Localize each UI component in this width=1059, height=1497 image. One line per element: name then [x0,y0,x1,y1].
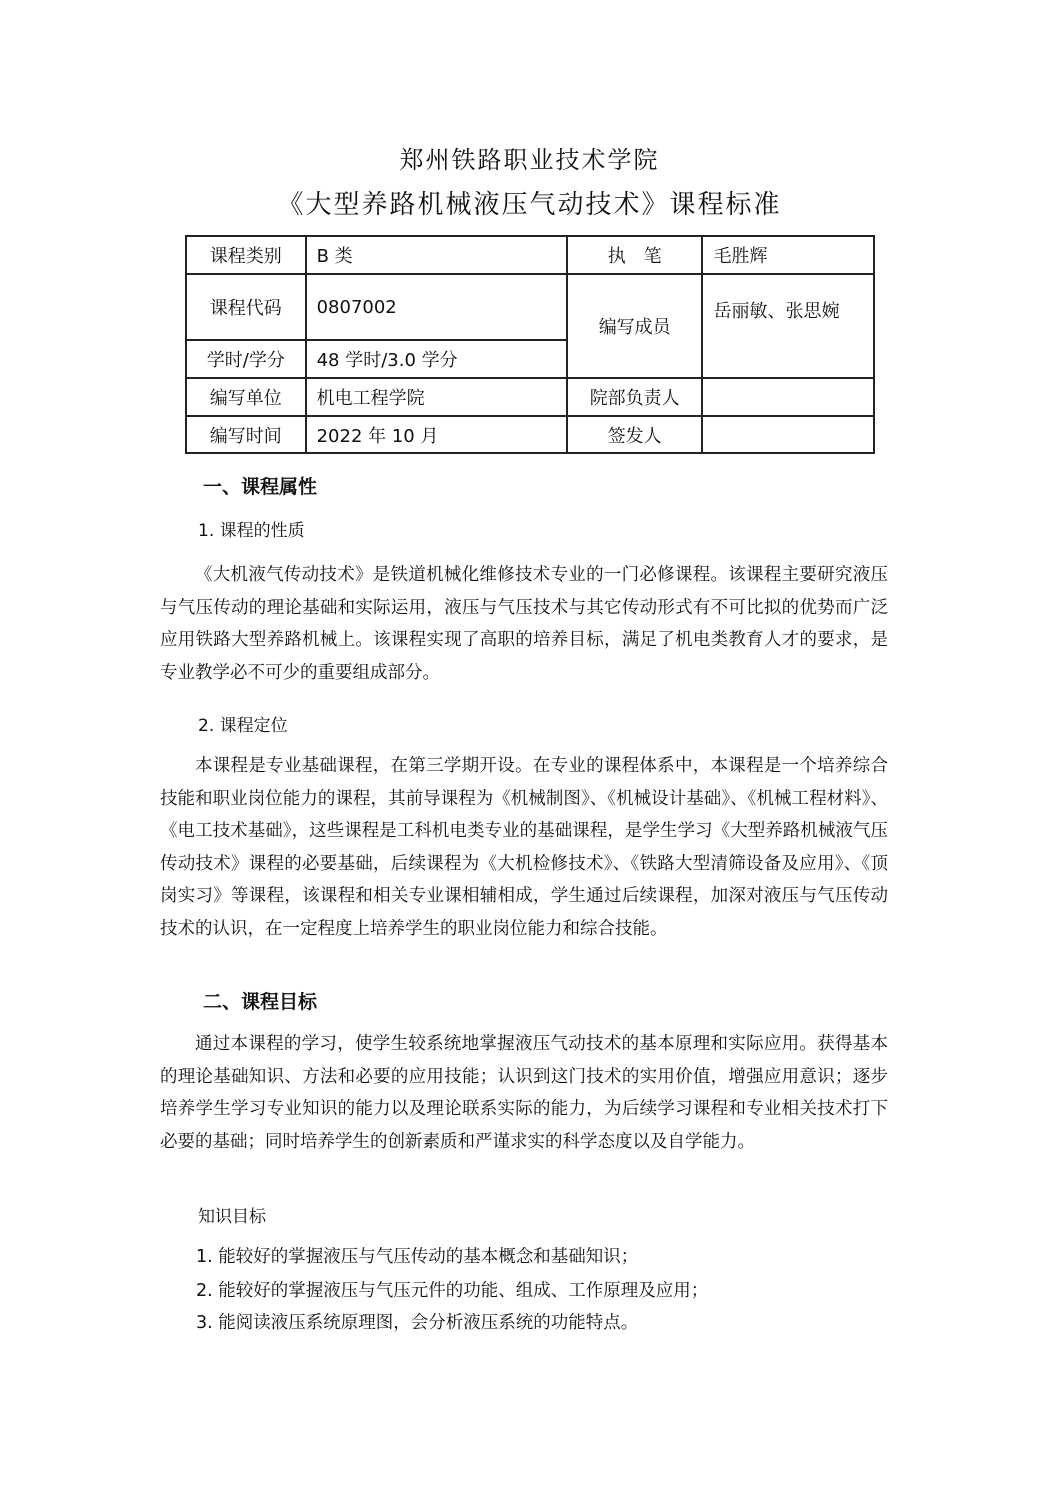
knowledge-goal-heading: 知识目标 [198,1207,266,1227]
course-code-value: 0807002 [306,274,567,340]
author-label: 执 笔 [567,236,703,274]
author-value: 毛胜辉 [702,236,874,274]
section1-sub2-heading: 2. 课程定位 [198,716,288,736]
knowledge-item: 3. 能阅读液压系统原理图，会分析液压系统的功能特点。 [196,1313,639,1333]
unit-label: 编写单位 [186,378,306,416]
dept-head-value [702,378,874,416]
section1-heading: 一、课程属性 [203,476,318,498]
issuer-value [702,416,874,453]
course-nature-paragraph: 《大机液气传动技术》是铁道机械化维修技术专业的一门必修课程。该课程主要研究液压与气压传动的理论基础和实际运用，液压与气压技术与其它传动形式有不可比拟的优势而广泛应用铁路大型养路机械上。该课程实现了高职的培养目标，满足了机电类教育人才的要求，是专业教学必不可少的重要组成部分。 [160,565,888,683]
course-category-value: B 类 [306,236,567,274]
knowledge-item: 2. 能较好的掌握液压与气压元件的功能、组成、工作原理及应用； [196,1281,709,1301]
institution-title: 郑州铁路职业技术学院 [399,146,660,174]
course-position-paragraph: 本课程是专业基础课程，在第三学期开设。在专业的课程体系中，本课程是一个培养综合技能和职业岗位能力的课程，其前导课程为《机械制图》、《机械设计基础》、《机械工程材料》、《电工技术基础》，这些课程是工科机电类专业的基础课程，是学生学习《大型养路机械液气压传动技术》课程的必要基础，后续课程为《大机检修技术》、《铁路大型清筛设备及应用》、《顶岗实习》等课程，该课程和相关专业课相辅相成，学生通过后续课程，加深对液压与气压传动技术的认识，在一定程度上培养学生的职业岗位能力和综合技能。 [160,756,888,939]
course-category-label: 课程类别 [186,236,306,274]
hours-value: 48 学时/3.0 学分 [306,340,567,378]
section1-sub1-heading: 1. 课程的性质 [198,521,305,541]
hours-label: 学时/学分 [186,340,306,378]
members-label: 编写成员 [567,274,703,378]
time-value: 2022 年 10 月 [306,416,567,453]
knowledge-item: 1. 能较好的掌握液压与气压传动的基本概念和基础知识； [196,1247,639,1267]
issuer-label: 签发人 [567,416,703,453]
dept-head-label: 院部负责人 [567,378,703,416]
time-label: 编写时间 [186,416,306,453]
members-value: 岳丽敏、张思婉 [702,274,874,378]
document-title: 《大型养路机械液压气动技术》课程标准 [277,190,782,220]
unit-value: 机电工程学院 [306,378,567,416]
course-goal-paragraph: 通过本课程的学习，使学生较系统地掌握液压气动技术的基本原理和实际应用。获得基本的理论基础知识、方法和必要的应用技能；认识到这门技术的实用价值，增强应用意识；逐步培养学生学习专业知识的能力以及理论联系实际的能力，为后续学习课程和专业相关技术打下必要的基础；同时培养学生的创新素质和严谨求实的科学态度以及自学能力。 [160,1034,888,1152]
course-code-label: 课程代码 [186,274,306,340]
section2-heading: 二、课程目标 [203,991,318,1013]
course-info-table [185,235,875,454]
